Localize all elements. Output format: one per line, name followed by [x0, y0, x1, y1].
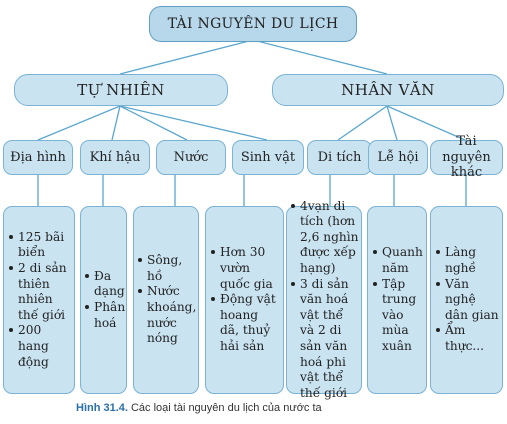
- connector-line: [120, 106, 267, 140]
- detail-box-heritage: [286, 198, 362, 400]
- category-node-climate: [80, 140, 150, 175]
- figure-caption: [76, 402, 322, 414]
- category-node-other: [430, 134, 503, 181]
- detail-item: 125 bãi biển: [9, 230, 70, 261]
- detail-item: Hơn 30 vườn quốc gia: [211, 245, 280, 292]
- detail-box-other: [430, 206, 503, 394]
- category-node-terrain: [3, 140, 73, 175]
- detail-list: [9, 230, 70, 370]
- detail-list: [138, 253, 196, 347]
- category-node-festival: [368, 140, 428, 175]
- detail-item: 2 di sản thiên nhiên thế giới: [9, 261, 70, 323]
- detail-item: Tập trung vào mùa xuân: [373, 277, 423, 355]
- detail-box-water: [133, 206, 199, 394]
- connector-line: [338, 106, 387, 140]
- connector-line: [120, 106, 187, 140]
- category-node-biology: [232, 140, 304, 175]
- detail-item: Động vật hoang dã, thuỷ hải sản: [211, 292, 280, 354]
- detail-box-climate: [80, 206, 127, 394]
- category-label: Địa hình: [10, 149, 66, 165]
- detail-list: [291, 199, 359, 402]
- detail-item: 4vạn di tích (hơn 2,6 nghìn được xếp hạng): [291, 199, 359, 277]
- group-node-natural: [14, 74, 228, 106]
- detail-box-biology: [205, 206, 284, 394]
- category-label: Tài nguyên khác: [442, 134, 491, 181]
- category-label: Sinh vật: [240, 149, 296, 165]
- category-label: Khí hậu: [89, 149, 141, 165]
- detail-box-festival: [367, 206, 427, 394]
- detail-list: [436, 245, 499, 354]
- detail-item: Nước khoáng, nước nóng: [138, 284, 196, 346]
- detail-list: [85, 269, 125, 331]
- root-node: [149, 6, 357, 42]
- figure-number: Hình 31.4.: [76, 402, 128, 414]
- group-label: NHÂN VĂN: [341, 81, 435, 99]
- detail-list: [373, 245, 423, 354]
- root-label: TÀI NGUYÊN DU LỊCH: [167, 16, 339, 32]
- connector-line: [112, 106, 120, 140]
- group-label: TỰ NHIÊN: [77, 81, 165, 99]
- detail-item: Đa dạng: [85, 269, 125, 300]
- category-node-heritage: [307, 140, 372, 175]
- category-label: Lễ hội: [377, 149, 419, 165]
- detail-list: [211, 245, 280, 354]
- detail-item: Quanh năm: [373, 245, 423, 276]
- caption-text: Các loại tài nguyên du lịch của nước ta: [130, 402, 322, 414]
- detail-item: Phân hoá: [85, 300, 125, 331]
- detail-item: 200 hang động: [9, 323, 70, 370]
- category-label: Di tích: [317, 149, 362, 165]
- category-label: Nước: [173, 149, 209, 165]
- category-node-water: [156, 140, 226, 175]
- connector-line: [38, 106, 120, 140]
- connector-line: [387, 106, 397, 140]
- detail-item: Làng nghề: [436, 245, 499, 276]
- connector-line: [253, 40, 387, 74]
- connector-line: [120, 40, 253, 74]
- detail-box-terrain: [3, 206, 75, 394]
- group-node-cultural: [272, 74, 504, 106]
- detail-item: Văn nghệ dân gian: [436, 277, 499, 324]
- detail-item: 3 di sản văn hoá vật thể và 2 di sản văn hoá phi vật thể thế giới: [291, 277, 359, 402]
- detail-item: Ẩm thực...: [436, 323, 499, 354]
- detail-item: Sông, hồ: [138, 253, 196, 284]
